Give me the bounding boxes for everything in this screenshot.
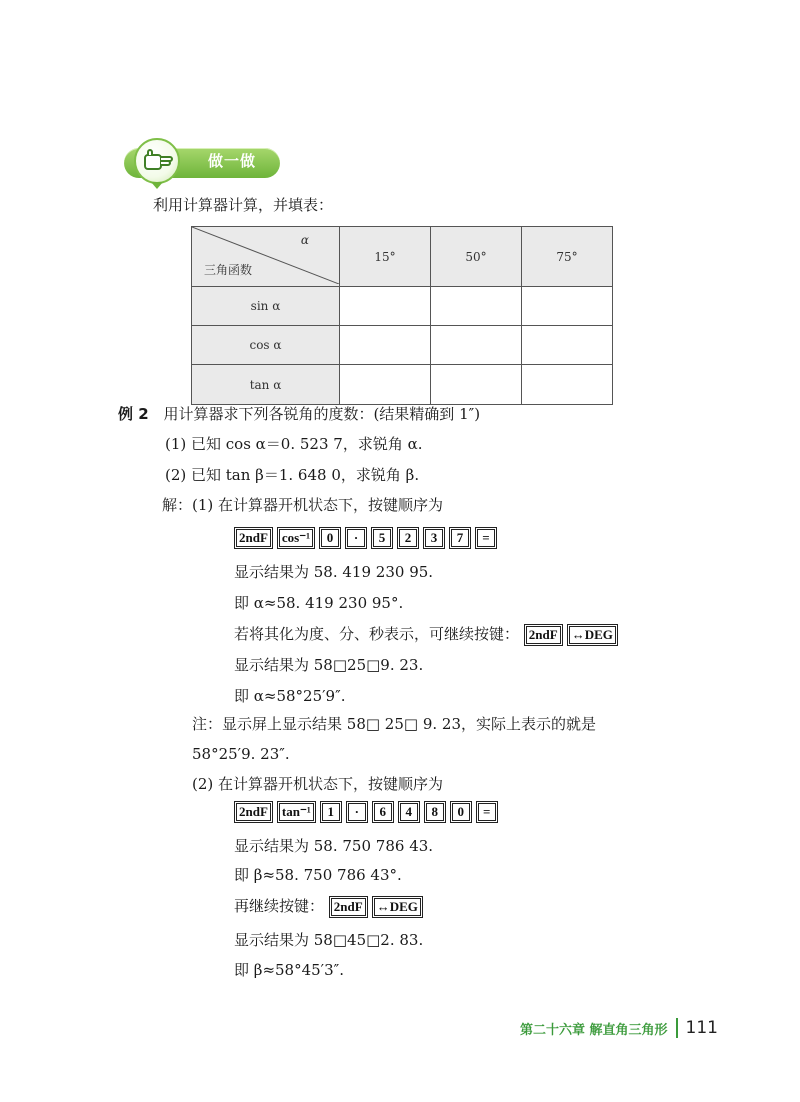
key-decimal: · <box>345 527 367 549</box>
key-tan-inverse: tan⁻¹ <box>277 801 316 823</box>
table-row <box>192 365 613 405</box>
badge-pointer <box>151 182 163 189</box>
solution-2-intro: (2) 在计算器开机状态下，按键顺序为 <box>192 775 444 793</box>
table-header-cell: 50° <box>431 227 522 287</box>
convert-text-2: 再继续按键： <box>234 897 325 915</box>
deg-keys-2 <box>329 896 423 918</box>
key-deg: ↔DEG <box>372 896 423 918</box>
key-digit: 0 <box>319 527 341 549</box>
table-row <box>192 326 613 365</box>
page-footer <box>520 1018 718 1038</box>
row-label: tan α <box>192 365 340 405</box>
convert-line-2 <box>234 896 423 918</box>
key-digit: 4 <box>398 801 420 823</box>
table-cell <box>522 365 613 405</box>
result-2d: 即 β≈58°45′3″. <box>234 961 345 979</box>
badge-label: 做一做 <box>208 152 257 170</box>
example-title: 用计算器求下列各锐角的度数：(结果精确到 1″) <box>163 405 481 423</box>
note-line-2: 58°25′9. 23″. <box>192 745 290 763</box>
key-decimal: · <box>346 801 368 823</box>
table-cell <box>522 287 613 326</box>
key-sequence-1 <box>234 527 497 549</box>
key-equals: = <box>476 801 498 823</box>
key-digit: 1 <box>320 801 342 823</box>
key-digit: 2 <box>397 527 419 549</box>
convert-text-1: 若将其化为度、分、秒表示，可继续按键： <box>234 625 520 643</box>
result-1a: 显示结果为 58. 419 230 95. <box>234 563 434 581</box>
table-row <box>192 287 613 326</box>
row-label: cos α <box>192 326 340 365</box>
key-deg: ↔DEG <box>567 624 618 646</box>
table-corner-cell <box>192 227 340 287</box>
result-2b: 即 β≈58. 750 786 43°. <box>234 866 402 884</box>
table-cell <box>522 326 613 365</box>
chapter-title: 第二十六章 解直角三角形 <box>520 1022 668 1038</box>
row-label: sin α <box>192 287 340 326</box>
table-header-cell: 75° <box>522 227 613 287</box>
example-label: 例 2 <box>118 405 149 423</box>
convert-line-1 <box>234 624 618 646</box>
question-1: (1) 已知 cos α＝0. 523 7，求锐角 α. <box>165 435 423 453</box>
section-badge <box>116 138 282 190</box>
table-cell <box>340 326 431 365</box>
key-2ndf: 2ndF <box>234 801 273 823</box>
trig-table <box>191 226 613 405</box>
table-cell <box>340 365 431 405</box>
key-digit: 8 <box>424 801 446 823</box>
table-cell <box>431 287 522 326</box>
key-digit: 7 <box>449 527 471 549</box>
page-number: 111 <box>685 1018 718 1038</box>
key-digit: 5 <box>371 527 393 549</box>
result-1d: 即 α≈58°25′9″. <box>234 687 346 705</box>
key-2ndf: 2ndF <box>524 624 563 646</box>
table-header-row <box>192 227 613 287</box>
table-cell <box>431 365 522 405</box>
key-equals: = <box>475 527 497 549</box>
corner-top-label: α <box>300 233 309 247</box>
result-1b: 即 α≈58. 419 230 95°. <box>234 594 404 612</box>
key-2ndf: 2ndF <box>329 896 368 918</box>
table-cell <box>431 326 522 365</box>
example-heading <box>118 404 480 424</box>
key-digit: 3 <box>423 527 445 549</box>
result-1c: 显示结果为 58□25□9. 23. <box>234 656 424 674</box>
task-prompt: 利用计算器计算，并填表： <box>153 196 334 214</box>
table-header-cell: 15° <box>340 227 431 287</box>
key-sequence-2 <box>234 801 498 823</box>
badge-circle <box>134 138 180 184</box>
key-digit: 6 <box>372 801 394 823</box>
hand-pointing-icon <box>136 140 178 182</box>
result-2c: 显示结果为 58□45□2. 83. <box>234 931 424 949</box>
note-line-1: 注：显示屏上显示结果 58□ 25□ 9. 23，实际上表示的就是 <box>192 715 596 733</box>
corner-bottom-label: 三角函数 <box>204 263 253 277</box>
result-2a: 显示结果为 58. 750 786 43. <box>234 837 434 855</box>
solution-intro: 解：(1) 在计算器开机状态下，按键顺序为 <box>162 496 444 514</box>
key-2ndf: 2ndF <box>234 527 273 549</box>
deg-keys-1 <box>524 624 618 646</box>
key-cos-inverse: cos⁻¹ <box>277 527 315 549</box>
key-digit: 0 <box>450 801 472 823</box>
footer-divider <box>676 1018 678 1038</box>
question-2: (2) 已知 tan β＝1. 648 0，求锐角 β. <box>165 466 420 484</box>
table-cell <box>340 287 431 326</box>
